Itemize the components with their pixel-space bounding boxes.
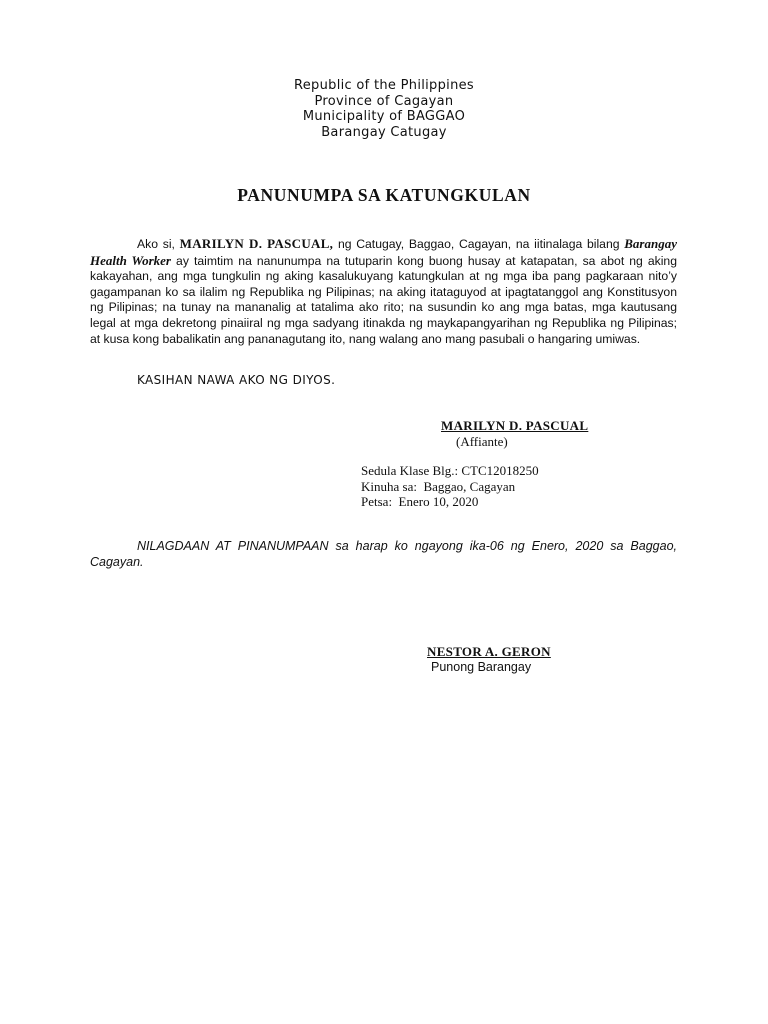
oath-after-name: ng Catugay, Baggao, Cagayan, na iitinalaga bilang [333, 237, 625, 251]
official-title: Punong Barangay [431, 660, 532, 674]
letterhead-municipality: Municipality of BAGGAO [302, 109, 466, 124]
blessing-line: KASIHAN NAWA AKO NG DIYOS. [137, 373, 336, 387]
affiant-label: (Affiante) [456, 434, 508, 449]
cedula-issued-at: Kinuha sa: Baggao, Cagayan [361, 478, 516, 494]
oath-affiant-name: MARILYN D. PASCUAL, [179, 236, 334, 251]
document-title: PANUNUMPA SA KATUNGKULAN [237, 185, 531, 205]
official-signature-name: NESTOR A. GERON [427, 644, 551, 659]
cedula-details [361, 463, 539, 510]
oath-role: Barangay Health Worker [90, 236, 677, 268]
letterhead [0, 78, 768, 140]
jurat-paragraph: NILAGDAAN AT PINANUMPAAN sa harap ko ngayong ika-06 ng Enero, 2020 sa Baggao, Cagayan. [90, 539, 677, 569]
affiant-signature-name: MARILYN D. PASCUAL [441, 418, 589, 433]
letterhead-province: Province of Cagayan [314, 93, 454, 109]
oath-paragraph [90, 236, 677, 347]
cedula-date: Petsa: Enero 10, 2020 [361, 494, 479, 509]
oath-intro: Ako si, [137, 237, 180, 251]
oath-body: ay taimtim na nanunumpa na tutuparin kong buong husay at katapatan, sa abot ng aking kakayahan, ang mga tungkulin ng aking kasalukuyang katungkulan at ng mga iba pang pagkaraan nito’y gagampanan ko sa ilalim ng Republika ng Pilipinas; na aking itataguyod at ipagtatanggol ang Konstitusyon ng Pilipinas; na tunay na mananalig at tatalima ako rito; na susundin ko ang mga batas, mga kautusang legal at mga dekretong pinaiiral ng mga sadyang itinakda ng maykapangyarihan ng Republika ng Pilipinas; at kusa kong babalikatin ang pananagutang ito, nang walang ano mang pasubali o hangaring umiwas. [90, 253, 677, 346]
cedula-number: Sedula Klase Blg.: CTC12018250 [361, 463, 539, 478]
letterhead-barangay: Barangay Catugay [321, 124, 447, 140]
letterhead-country: Republic of the Philippines [294, 78, 474, 93]
